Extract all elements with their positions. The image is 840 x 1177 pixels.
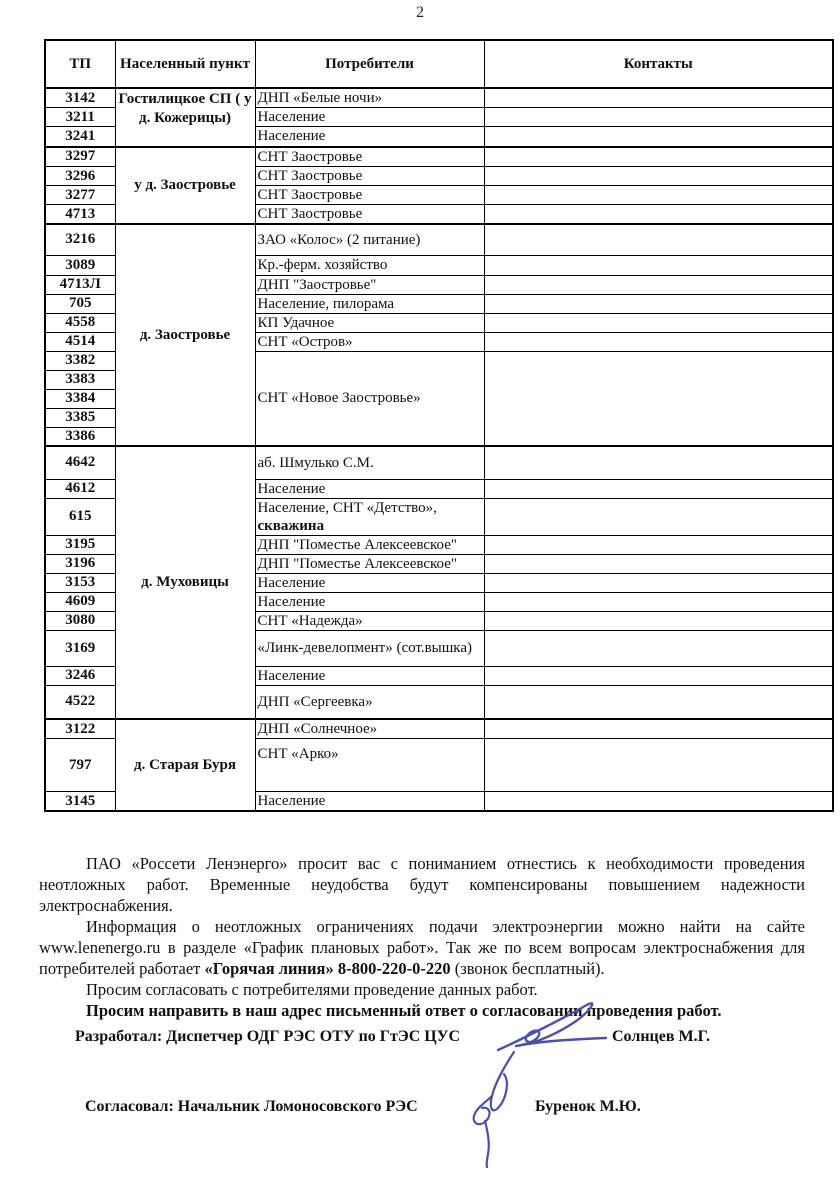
note-paragraph: [39, 916, 805, 979]
contact-cell: [484, 205, 833, 225]
tp-cell: 3383: [45, 370, 115, 389]
contact-cell: [484, 108, 833, 127]
agreed-by-label: Согласовал: Начальник Ломоносовского РЭС: [85, 1098, 418, 1115]
header-contacts: Контакты: [484, 40, 833, 88]
contact-cell: [484, 666, 833, 685]
consumer-cell: Население: [255, 127, 484, 147]
tp-cell: 3142: [45, 88, 115, 108]
contact-cell: [484, 127, 833, 147]
header-settlement: Населенный пункт: [115, 40, 255, 88]
contact-cell: [484, 275, 833, 294]
tp-cell: 3385: [45, 408, 115, 427]
consumer-cell: СНТ Заостровье: [255, 205, 484, 225]
settlement-cell: д. Заостровье: [115, 224, 255, 446]
consumer-cell: СНТ «Остров»: [255, 332, 484, 351]
consumer-cell: ДНП "Поместье Алексеевское": [255, 554, 484, 573]
consumer-cell: ДНП «Солнечное»: [255, 719, 484, 739]
tp-cell: 705: [45, 294, 115, 313]
consumer-cell: Население: [255, 479, 484, 498]
table-row: [45, 224, 833, 255]
consumer-cell: КП Удачное: [255, 313, 484, 332]
table-row: [45, 147, 833, 167]
page-number: 2: [416, 4, 424, 21]
signature-solntsev-ink: [490, 998, 615, 1056]
table-row: [45, 88, 833, 108]
tp-cell: 4612: [45, 479, 115, 498]
header-tp: ТП: [45, 40, 115, 88]
tp-cell: 3296: [45, 167, 115, 186]
tp-cell: 3196: [45, 554, 115, 573]
consumer-cell: Кр.-ферм. хозяйство: [255, 255, 484, 275]
note-text: ПАО «Россети Ленэнерго» просит вас с пониманием отнестись к необходимости проведения неотложных работ. Временные неудобства будут компенсированы повышением надежности электроснабжения.: [39, 854, 805, 915]
settlement-cell: д. Муховицы: [115, 446, 255, 719]
table-row: [45, 446, 833, 479]
contact-cell: [484, 792, 833, 812]
contact-cell: [484, 88, 833, 108]
header-consumers: Потребители: [255, 40, 484, 88]
contact-cell: [484, 351, 833, 446]
consumer-cell: ДНП "Заостровье": [255, 275, 484, 294]
signature-burenok-ink: [462, 1050, 526, 1168]
consumer-cell: СНТ «Новое Заостровье»: [255, 351, 484, 446]
contact-cell: [484, 313, 833, 332]
consumer-cell: СНТ Заостровье: [255, 167, 484, 186]
settlement-cell: д. Старая Буря: [115, 719, 255, 811]
note-paragraph: [39, 979, 805, 1000]
tp-cell: 3241: [45, 127, 115, 147]
tp-cell: 3153: [45, 573, 115, 592]
tp-cell: 3382: [45, 351, 115, 370]
settlement-cell: у д. Заостровье: [115, 147, 255, 225]
note-text: Информация о неотложных ограничениях подачи электроэнергии можно найти на сайте www.lenenergo.ru в разделе «График плановых работ». Так же по всем вопросам электроснабжения для потребителей работает: [39, 917, 805, 978]
consumer-cell: СНТ Заостровье: [255, 186, 484, 205]
notes-block: [39, 853, 805, 1021]
consumer-cell: «Линк-девелопмент» (сот.вышка): [255, 630, 484, 666]
consumer-cell: Население: [255, 573, 484, 592]
contact-cell: [484, 611, 833, 630]
contact-cell: [484, 479, 833, 498]
contact-cell: [484, 719, 833, 739]
consumer-cell: Население: [255, 108, 484, 127]
tp-cell: 3089: [45, 255, 115, 275]
contact-cell: [484, 685, 833, 719]
consumer-cell: СНТ Заостровье: [255, 147, 484, 167]
tp-cell: 4514: [45, 332, 115, 351]
consumer-cell: аб. Шмулько С.М.: [255, 446, 484, 479]
contact-cell: [484, 498, 833, 535]
agreed-by-name: Буренок М.Ю.: [535, 1098, 641, 1115]
tp-cell: 3277: [45, 186, 115, 205]
tp-cell: 3122: [45, 719, 115, 739]
consumer-cell: СНТ «Арко»: [255, 739, 484, 792]
developed-by-label: Разработал: Диспетчер ОДГ РЭС ОТУ по ГтЭС ЦУС: [75, 1028, 460, 1045]
table-row: [45, 719, 833, 739]
contact-cell: [484, 554, 833, 573]
contact-cell: [484, 294, 833, 313]
consumer-cell: Население: [255, 792, 484, 812]
contact-cell: [484, 630, 833, 666]
consumer-cell: Население, пилорама: [255, 294, 484, 313]
note-text: Просим согласовать с потребителями проведение данных работ.: [86, 980, 538, 999]
tp-cell: 3216: [45, 224, 115, 255]
tp-cell: 3246: [45, 666, 115, 685]
table-header-row: [45, 40, 833, 88]
contact-cell: [484, 573, 833, 592]
developed-by-name: Солнцев М.Г.: [612, 1028, 710, 1045]
contact-cell: [484, 255, 833, 275]
tp-cell: 3297: [45, 147, 115, 167]
consumers-table: [44, 39, 834, 812]
tp-cell: 3080: [45, 611, 115, 630]
consumer-cell: Население, СНТ «Детство», скважина: [255, 498, 484, 535]
tp-cell: 4713Л: [45, 275, 115, 294]
consumer-cell: ДНП «Сергеевка»: [255, 685, 484, 719]
tp-cell: 3211: [45, 108, 115, 127]
contact-cell: [484, 592, 833, 611]
contact-cell: [484, 167, 833, 186]
settlement-cell: Гостилицкое СП ( у д. Кожерицы): [115, 88, 255, 147]
tp-cell: 4642: [45, 446, 115, 479]
note-paragraph: [39, 1000, 805, 1021]
note-text-bold: «Горячая линия» 8-800-220-0-220: [204, 959, 451, 978]
tp-cell: 3169: [45, 630, 115, 666]
note-text: (звонок бесплатный).: [450, 959, 605, 978]
contact-cell: [484, 739, 833, 792]
consumer-cell: Население: [255, 666, 484, 685]
tp-cell: 4558: [45, 313, 115, 332]
tp-cell: 3386: [45, 427, 115, 446]
consumer-cell: ДНП "Поместье Алексеевское": [255, 535, 484, 554]
tp-cell: 4522: [45, 685, 115, 719]
consumer-cell: СНТ «Надежда»: [255, 611, 484, 630]
contact-cell: [484, 186, 833, 205]
tp-cell: 4713: [45, 205, 115, 225]
tp-cell: 4609: [45, 592, 115, 611]
tp-cell: 797: [45, 739, 115, 792]
tp-cell: 615: [45, 498, 115, 535]
note-paragraph: [39, 853, 805, 916]
consumer-cell: ЗАО «Колос» (2 питание): [255, 224, 484, 255]
tp-cell: 3145: [45, 792, 115, 812]
contact-cell: [484, 332, 833, 351]
contact-cell: [484, 446, 833, 479]
contact-cell: [484, 224, 833, 255]
tp-cell: 3384: [45, 389, 115, 408]
consumer-cell: Население: [255, 592, 484, 611]
contact-cell: [484, 535, 833, 554]
consumer-cell: ДНП «Белые ночи»: [255, 88, 484, 108]
note-text-bold: Просим направить в наш адрес письменный ответ о согласовании проведения работ.: [86, 1001, 722, 1020]
tp-cell: 3195: [45, 535, 115, 554]
contact-cell: [484, 147, 833, 167]
